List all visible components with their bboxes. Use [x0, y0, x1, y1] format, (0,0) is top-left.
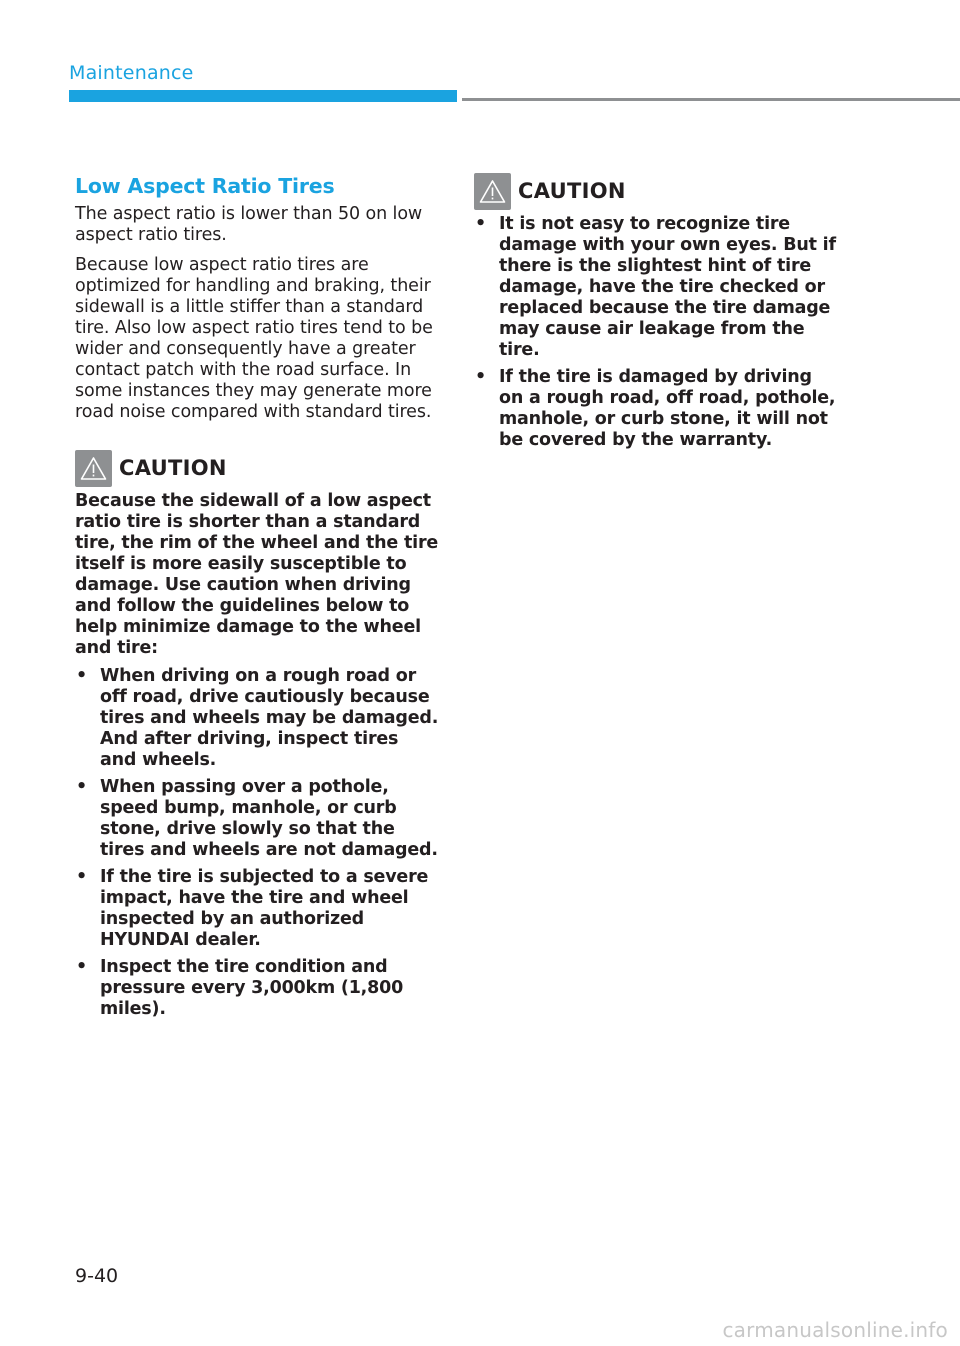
list-item: [75, 867, 440, 951]
header-rule-gray: [462, 98, 960, 101]
section-heading: Low Aspect Ratio Tires: [75, 174, 335, 198]
caution-box: [474, 172, 836, 451]
caution-intro: Because the sidewall of a low aspect ratio tire is shorter than a standard tire, the rim of the wheel and the tire itself is more easily susceptible to damage. Use caution when driving and follow the guidelines below to help minimize damage to the wheel and tire:: [75, 491, 439, 658]
bullet-dot: •: [475, 367, 486, 387]
bullet-text: It is not easy to recognize tire damage with your own eyes. But if there is the slightest hint of tire damage, have the tire checked or replaced because the tire damage may cause air leakage from the tire.: [499, 214, 836, 360]
bullet-dot: •: [76, 666, 87, 686]
caution-label: CAUTION: [518, 179, 626, 203]
bullet-dot: •: [76, 777, 87, 797]
left-column: [75, 172, 440, 1026]
watermark: carmanualsonline.info: [722, 1318, 948, 1342]
bullet-dot: •: [475, 214, 486, 234]
caution-bullet-list: [75, 666, 440, 1020]
caution-header: [75, 449, 440, 487]
warning-triangle-icon: [474, 173, 511, 210]
list-item: [474, 214, 836, 361]
section-title: Maintenance: [69, 62, 194, 84]
list-item: [75, 777, 440, 861]
warning-triangle-icon: [75, 450, 112, 487]
bullet-dot: •: [76, 867, 87, 887]
bullet-text: If the tire is damaged by driving on a rough road, off road, pothole, manhole, or curb stone, it will not be covered by the warranty.: [499, 367, 836, 450]
body-paragraph: The aspect ratio is lower than 50 on low aspect ratio tires.: [75, 204, 423, 245]
caution-header: [474, 172, 836, 210]
right-column: [474, 172, 836, 457]
body-paragraph: Because low aspect ratio tires are optimized for handling and braking, their sidewall is a little stiffer than a standard tire. Also low aspect ratio tires tend to be wider and consequently have a greater contact patch with the road surface. In some instances they may generate more road noise compared with standard tires.: [75, 255, 433, 422]
caution-label: CAUTION: [119, 456, 227, 480]
header-rule-accent: [69, 90, 457, 102]
bullet-text: When passing over a pothole, speed bump, manhole, or curb stone, drive slowly so that the tires and wheels are not damaged.: [100, 777, 438, 860]
list-item: [75, 957, 440, 1020]
caution-box: [75, 449, 440, 1020]
list-item: [75, 666, 440, 771]
bullet-text: If the tire is subjected to a severe impact, have the tire and wheel inspected by an authorized HYUNDAI dealer.: [100, 867, 429, 950]
bullet-dot: •: [76, 957, 87, 977]
bullet-text: Inspect the tire condition and pressure every 3,000km (1,800 miles).: [100, 957, 404, 1019]
bullet-text: When driving on a rough road or off road, drive cautiously because tires and wheels may be damaged. And after driving, inspect tires and wheels.: [100, 666, 439, 770]
list-item: [474, 367, 836, 451]
page-number: 9-40: [75, 1265, 119, 1287]
caution-bullet-list: [474, 214, 836, 451]
